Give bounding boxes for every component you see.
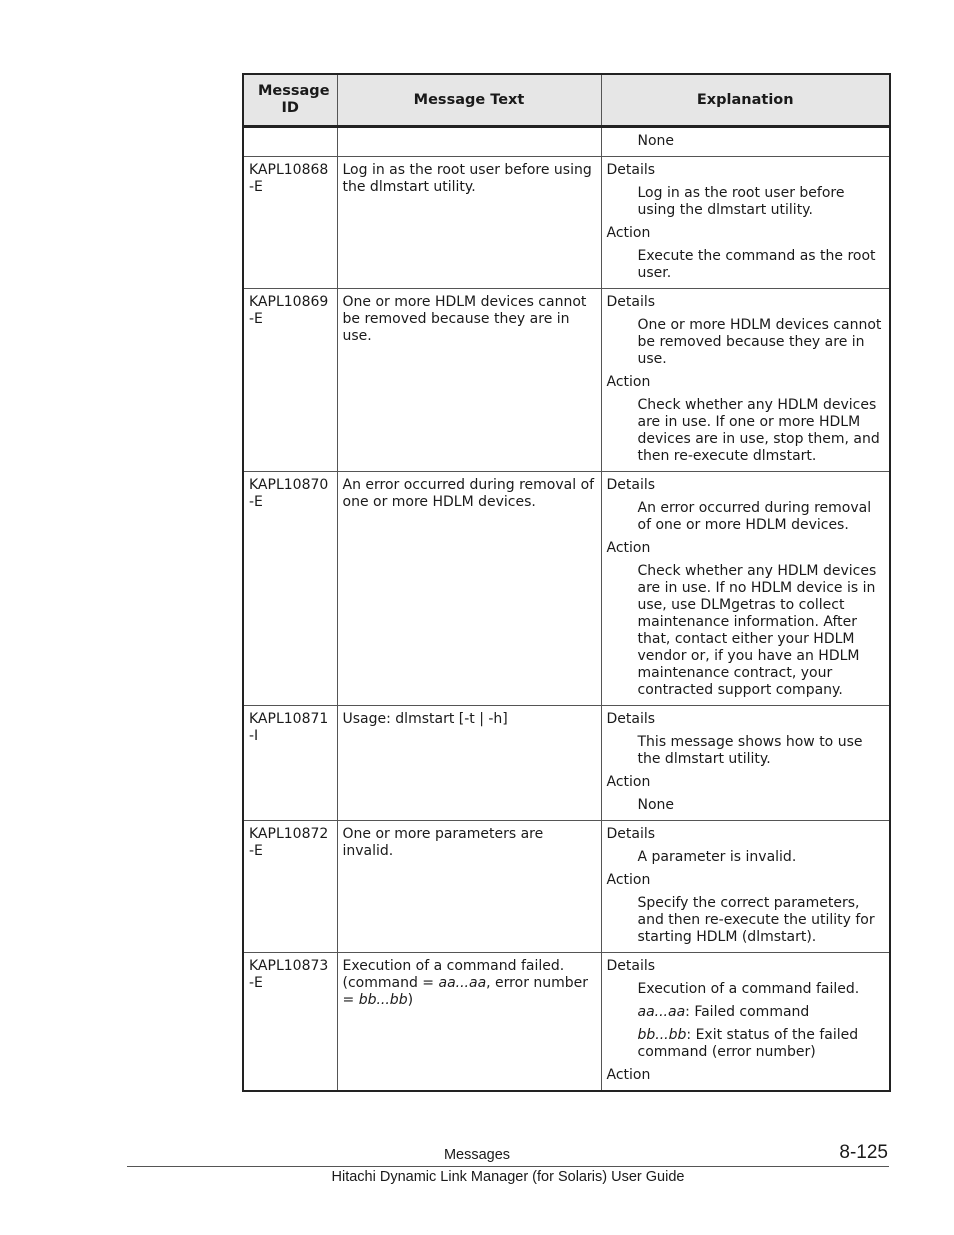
message-id: KAPL10872 [249,826,329,842]
message-id: KAPL10868 [249,162,329,178]
message-id-suffix: -E [249,843,263,859]
cell-explanation [601,472,890,706]
action-label: Action [606,774,651,790]
page-number: 8-125 [839,1142,888,1163]
action-label: Action [606,540,651,556]
message-id: KAPL10870 [249,477,329,493]
table-row [243,706,890,821]
details-label: Details [606,958,656,974]
table-row [243,953,890,1092]
header-message-text: Message Text [337,74,601,127]
details-label: Details [606,162,656,178]
variable-name: aa...aa [637,1004,686,1020]
cell-text: One or more parameters are invalid. [337,821,601,953]
message-id-suffix: -E [249,311,263,327]
text-part: , error number = [342,975,589,1008]
variable-description: : Exit status of the failed command (error number) [637,1027,859,1060]
details-text: Execution of a command failed. [637,981,860,997]
text-part: ) [407,992,414,1008]
action-text: Execute the command as the root user. [637,248,876,281]
details-text: A parameter is invalid. [637,849,797,865]
cell-text: Usage: dlmstart [-t | -h] [337,706,601,821]
action-text: Check whether any HDLM devices are in use. If no HDLM device is in use, use DLMgetras to collect maintenance information. After that, contact either your HDLM vendor or, if you have an HDLM maintenance contract, your contracted support company. [637,563,877,698]
action-text: Specify the correct parameters, and then re-execute the utility for starting HDLM (dlmstart). [637,895,875,945]
cell-explanation [601,706,890,821]
action-label: Action [606,374,651,390]
cell-explanation [601,953,890,1092]
cell-id [243,289,337,472]
footer-divider [127,1166,889,1167]
continued-action-text: None [637,133,675,149]
cell-text [337,953,601,1092]
cell-id [243,127,337,157]
message-id: KAPL10873 [249,958,329,974]
details-label: Details [606,477,656,493]
action-label: Action [606,1067,651,1083]
text-variable: aa...aa [438,975,487,991]
cell-id [243,157,337,289]
action-label: Action [606,872,651,888]
cell-explanation [601,157,890,289]
message-id: KAPL10871 [249,711,329,727]
cell-text [337,127,601,157]
text-variable: bb...bb [358,992,408,1008]
message-id: KAPL10869 [249,294,329,310]
variable-name: bb...bb [637,1027,687,1043]
header-explanation: Explanation [601,74,890,127]
footer-section-title: Messages [443,1147,511,1163]
table-row-continuation [243,127,890,157]
table-row [243,157,890,289]
details-label: Details [606,711,656,727]
action-label: Action [606,225,651,241]
text-part: Execution of a command failed. (command = [342,958,565,991]
cell-id [243,821,337,953]
details-variable-line [607,1027,885,1061]
details-text: This message shows how to use the dlmstart utility. [637,734,863,767]
cell-explanation [601,289,890,472]
action-text: Check whether any HDLM devices are in use. If one or more HDLM devices are in use, stop them, and then re-execute dlmstart. [637,397,880,464]
header-message-id: Message ID [243,74,337,127]
table-header-row [243,74,890,127]
action-text: None [637,797,675,813]
cell-id [243,953,337,1092]
details-text: An error occurred during removal of one or more HDLM devices. [637,500,872,533]
details-text: Log in as the root user before using the dlmstart utility. [637,185,845,218]
message-id-suffix: -E [249,494,263,510]
cell-explanation [601,821,890,953]
cell-text: One or more HDLM devices cannot be removed because they are in use. [337,289,601,472]
message-id-suffix: -E [249,179,263,195]
message-id-suffix: -E [249,975,263,991]
cell-text: An error occurred during removal of one or more HDLM devices. [337,472,601,706]
details-variable-line [607,1004,885,1021]
cell-id [243,472,337,706]
details-label: Details [606,294,656,310]
cell-text: Log in as the root user before using the dlmstart utility. [337,157,601,289]
variable-description: : Failed command [685,1004,810,1020]
table-row [243,289,890,472]
table-row [243,472,890,706]
details-text: One or more HDLM devices cannot be removed because they are in use. [637,317,882,367]
cell-id [243,706,337,821]
cell-explanation [601,127,890,157]
table-row [243,821,890,953]
message-id-suffix: -I [249,728,259,744]
footer-guide-title: Hitachi Dynamic Link Manager (for Solaris) User Guide [331,1169,685,1185]
details-label: Details [606,826,656,842]
message-table [242,73,891,1092]
